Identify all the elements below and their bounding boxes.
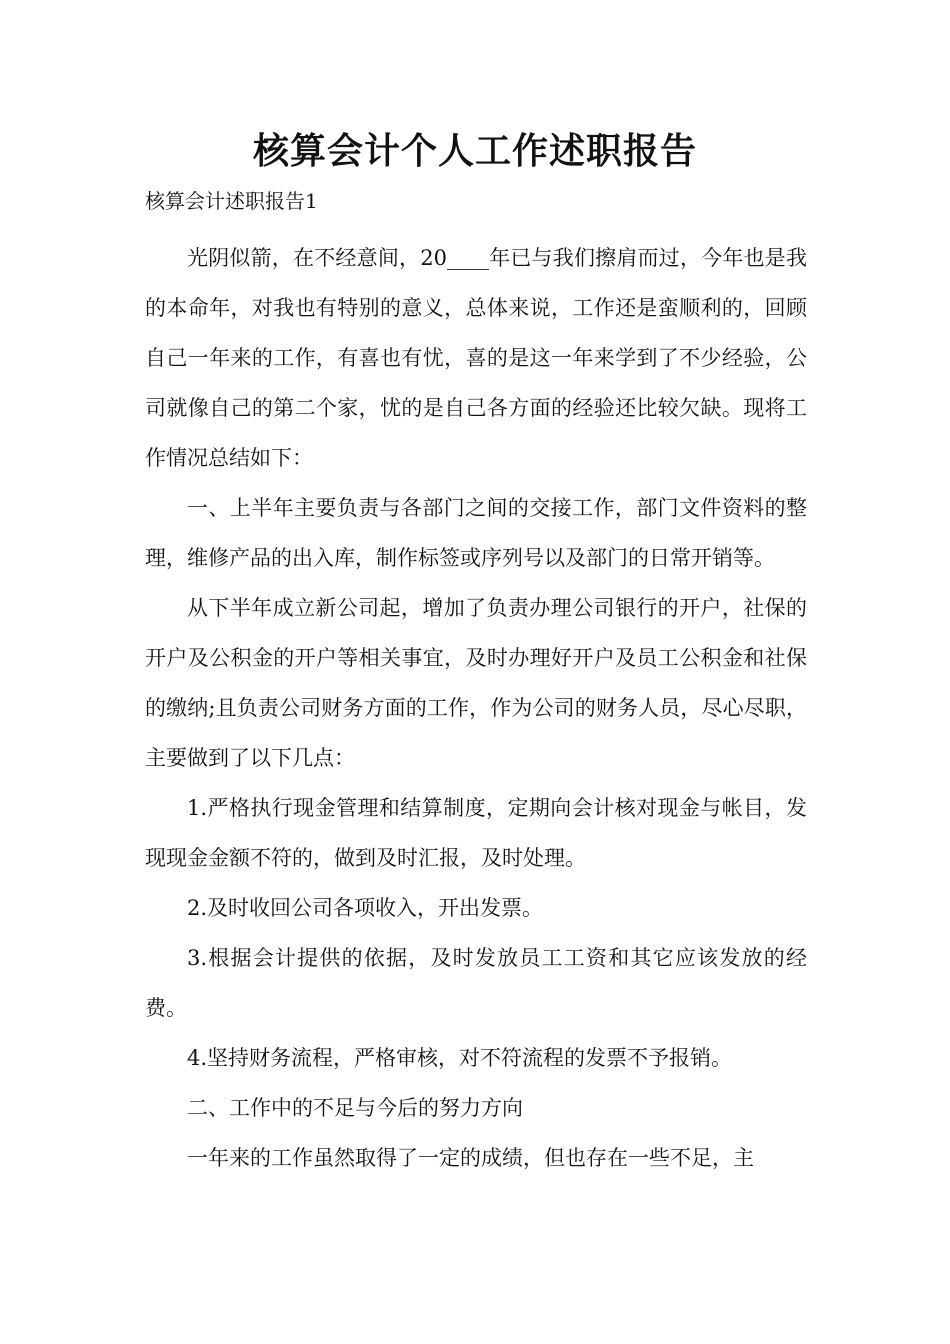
paragraph: 从下半年成立新公司起，增加了负责办理公司银行的开户，社保的开户及公积金的开户等相关事宜，及时办理好开户及员工公积金和社保的缴纳;且负责公司财务方面的工作，作为公司的财务人员，尽心尽职，主要做到了以下几点： [145,596,807,770]
paragraph: 1.严格执行现金管理和结算制度，定期向会计核对现金与帐目，发现现金金额不符的，做到及时汇报，及时处理。 [145,796,807,870]
paragraph: 光阴似箭，在不经意间，20____年已与我们擦肩而过，今年也是我的本命年，对我也有特别的意义，总体来说，工作还是蛮顺利的，回顾自己一年来的工作，有喜也有忧，喜的是这一年来学到了不少经验，公司就像自己的第二个家，忧的是自己各方面的经验还比较欠缺。现将工作情况总结如下： [145,246,807,470]
paragraph: 二、工作中的不足与今后的努力方向 [187,1096,523,1120]
document-title: 核算会计个人工作述职报告 [252,131,697,172]
document-body [145,233,807,1183]
paragraph: 一年来的工作虽然取得了一定的成绩，但也存在一些不足，主 [187,1146,754,1170]
paragraph: 2.及时收回公司各项收入，开出发票。 [187,896,544,920]
paragraph: 4.坚持财务流程，严格审核，对不符流程的发票不予报销。 [187,1046,733,1070]
document-subtitle: 核算会计述职报告1 [145,189,318,213]
paragraph: 3.根据会计提供的依据，及时发放员工工资和其它应该发放的经费。 [145,946,807,1020]
paragraph: 一、上半年主要负责与各部门之间的交接工作，部门文件资料的整理，维修产品的出入库，制作标签或序列号以及部门的日常开销等。 [145,496,807,570]
